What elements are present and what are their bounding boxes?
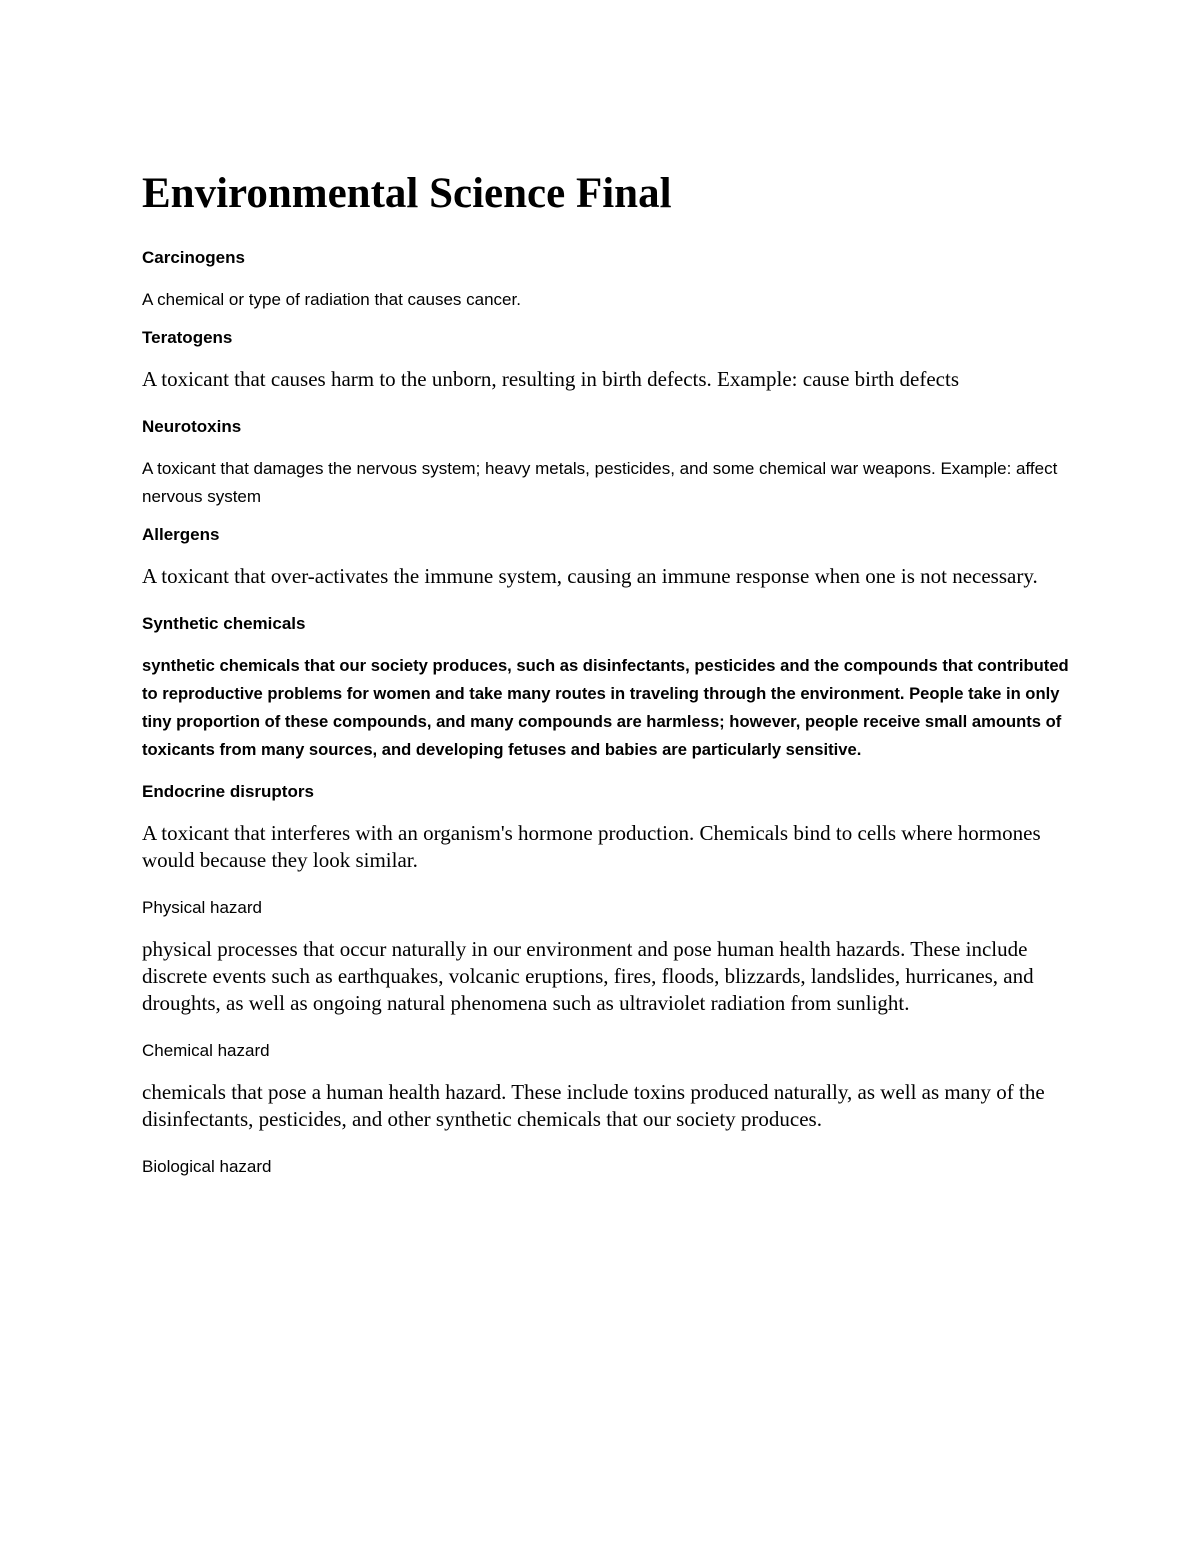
term-heading: Physical hazard [142, 897, 263, 917]
term-definition: A toxicant that over-activates the immune system, causing an immune response when one is not necessary. [142, 563, 1038, 588]
term-heading: Allergens [142, 524, 220, 544]
term-heading: Teratogens [142, 327, 233, 347]
entry-synthetic-chemicals [142, 612, 1070, 764]
term-heading: Biological hazard [142, 1156, 272, 1176]
entry-chemical-hazard [142, 1039, 1070, 1133]
entry-neurotoxins [142, 415, 1070, 511]
entry-biological-hazard [142, 1155, 1070, 1179]
entry-allergens [142, 523, 1070, 590]
term-definition: A toxicant that causes harm to the unborn, resulting in birth defects. Example: cause birth defects [142, 366, 960, 391]
term-definition: synthetic chemicals that our society produces, such as disinfectants, pesticides and the compounds that contributed to reproductive problems for women and take many routes in traveling through the environment. People take in only tiny proportion of these compounds, and many compounds are harmless; however, people receive small amounts of toxicants from many sources, and developing fetuses and babies are particularly sensitive. [142, 655, 1069, 759]
term-heading: Chemical hazard [142, 1040, 270, 1060]
term-definition: chemicals that pose a human health hazard. These include toxins produced naturally, as well as many of the disinfectants, pesticides, and other synthetic chemicals that our society produces. [142, 1079, 1045, 1131]
entry-carcinogens [142, 246, 1070, 314]
document-title: Environmental Science Final [142, 170, 672, 217]
term-heading: Synthetic chemicals [142, 613, 306, 633]
entry-endocrine-disruptors [142, 780, 1070, 874]
entry-teratogens [142, 326, 1070, 393]
term-heading: Neurotoxins [142, 416, 242, 436]
entry-physical-hazard [142, 896, 1070, 1017]
term-definition: A toxicant that damages the nervous system; heavy metals, pesticides, and some chemical war weapons. Example: affect nervous system [142, 458, 1058, 506]
term-definition: A chemical or type of radiation that causes cancer. [142, 289, 521, 309]
term-definition: A toxicant that interferes with an organism's hormone production. Chemicals bind to cells where hormones would because they look similar. [142, 820, 1041, 872]
term-heading: Carcinogens [142, 247, 245, 267]
term-heading: Endocrine disruptors [142, 781, 314, 801]
term-definition: physical processes that occur naturally in our environment and pose human health hazards. These include discrete events such as earthquakes, volcanic eruptions, fires, floods, blizzards, landslides, hurricanes, and droughts, as well as ongoing natural phenomena such as ultraviolet radiation from sunlight. [142, 936, 1034, 1015]
